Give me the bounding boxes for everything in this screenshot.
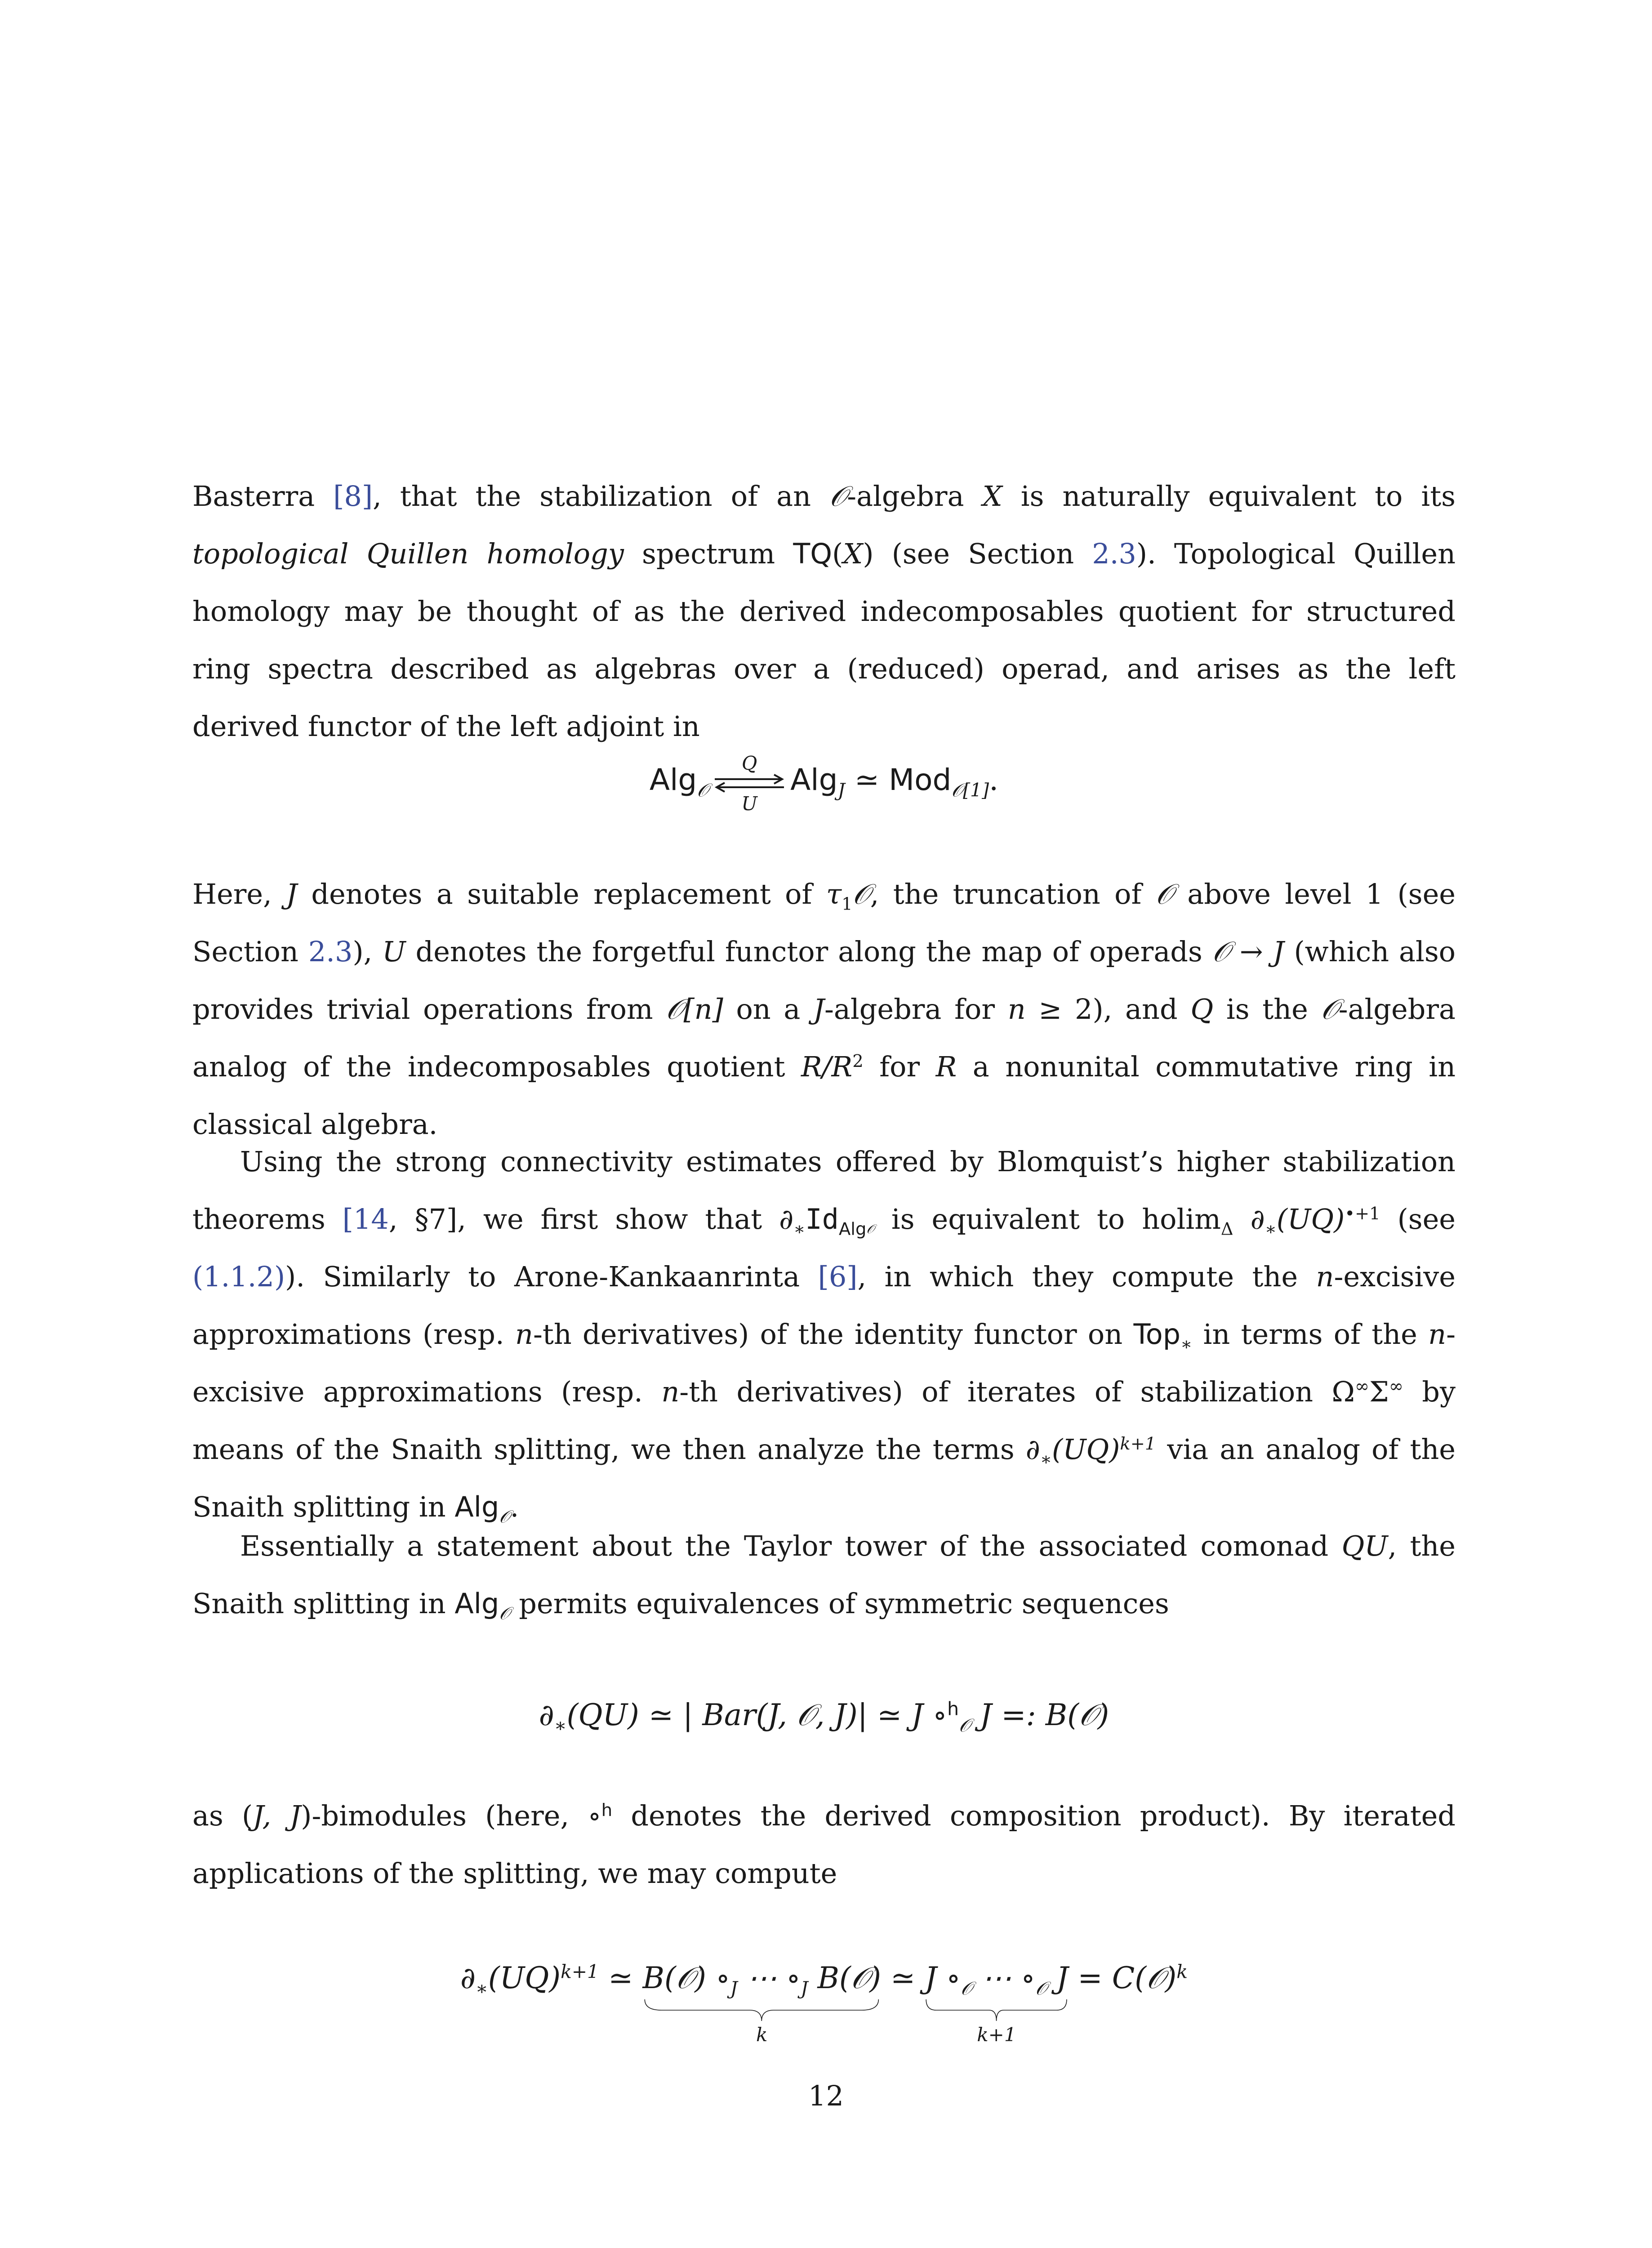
math-operator: Alg	[454, 1587, 499, 1620]
text: denotes the forgetful functor along the map of operads	[405, 935, 1212, 968]
section-link[interactable]: 2.3	[1092, 537, 1136, 570]
text: is equivalent to holim	[874, 1203, 1221, 1236]
math-subscript: 𝒪	[961, 1977, 972, 1999]
math-expression: ⋯ ∘	[972, 1961, 1036, 1995]
math-subscript: 1	[842, 894, 853, 914]
math-symbol: 𝒪	[1321, 993, 1339, 1026]
paragraph-4	[192, 1517, 1456, 1632]
math-subscript: 𝒪	[866, 1221, 874, 1236]
text: -excisive approximations (resp.	[192, 1318, 1456, 1408]
text: -algebra for	[824, 993, 1008, 1026]
text: above level 1 (see Section	[192, 878, 1456, 968]
text: , in which they compute the	[857, 1260, 1316, 1293]
math-superscript: k	[1176, 1961, 1188, 1983]
math-operator: TQ	[793, 537, 833, 570]
math-expression: (UQ)	[488, 1961, 561, 1995]
paragraph-2	[192, 865, 1456, 1153]
emphasis-text: topological Quillen homology	[192, 537, 624, 570]
math-symbol: X	[843, 537, 863, 570]
text: , §7]	[388, 1203, 458, 1236]
text: (see	[1380, 1203, 1456, 1236]
math-superscript: 2	[852, 1051, 864, 1071]
math-subscript: J	[837, 779, 845, 801]
math-superscript: h	[601, 1800, 613, 1820]
paragraph-5	[192, 1787, 1456, 1902]
text: via an analog of the Snaith splitting in	[192, 1433, 1456, 1523]
paragraph-3	[192, 1133, 1456, 1536]
text: ≥ 2), and	[1025, 993, 1191, 1026]
text: .	[510, 1490, 519, 1523]
math-expression: (QU) ≃ | Bar(J, 𝒪, J)| ≃ J ∘	[566, 1698, 948, 1732]
math-symbol: J	[813, 993, 824, 1026]
text: )-bimodules (here, ∘	[301, 1799, 601, 1832]
math-subscript: ∗	[554, 1714, 567, 1736]
text: denotes the derived composition product). By iterated applications of the splitting, we may compute	[192, 1799, 1456, 1890]
section-link[interactable]: 2.3	[308, 935, 353, 968]
text: -excisive approximations (resp.	[192, 1260, 1456, 1351]
citation-link[interactable]: [6]	[818, 1260, 858, 1293]
math-relation: ≃	[599, 1961, 643, 1995]
math-expression: QU	[1341, 1530, 1388, 1562]
math-operator: Alg	[649, 763, 697, 797]
math-subscript: J	[730, 1977, 738, 1999]
math-symbol: ∂	[779, 1203, 794, 1236]
math-symbol: 𝒪	[829, 480, 847, 513]
text: permits equivalences of symmetric sequences	[510, 1587, 1169, 1620]
text: is the	[1213, 993, 1321, 1026]
text: -th derivatives) of iterates of stabilization Ω	[679, 1375, 1355, 1408]
math-superscript: ∞	[1389, 1376, 1403, 1396]
text: a nonunital commutative ring in classical algebra.	[192, 1050, 1456, 1141]
math-subscript: ∗	[476, 1977, 488, 1999]
text: , we first show that	[457, 1203, 779, 1236]
math-expression: J ∘	[925, 1961, 961, 1995]
underbrace-icon	[642, 1997, 881, 2024]
text: , the truncation of	[870, 878, 1156, 910]
math-symbol: n	[1428, 1318, 1447, 1351]
text: , the Snaith splitting in	[192, 1530, 1456, 1620]
text: Using the strong connectivity estimates offered by Blomquist’s higher stabilization theorems	[192, 1145, 1456, 1236]
page-number: 12	[808, 2079, 844, 2112]
text: Here,	[192, 878, 286, 910]
text: -algebra	[847, 480, 983, 513]
math-operator: Id	[805, 1203, 839, 1236]
math-expression: 𝒪 → J	[1212, 935, 1284, 968]
math-operator: Alg	[454, 1490, 499, 1523]
text: (which also provides trivial operations from	[192, 935, 1456, 1026]
math-symbol: n	[515, 1318, 533, 1351]
math-symbol: ∂	[460, 1961, 476, 1995]
citation-link[interactable]: [8]	[333, 480, 373, 513]
math-operator: Alg	[790, 763, 838, 797]
math-superscript: •+1	[1345, 1203, 1380, 1224]
arrow-label-top: Q	[741, 752, 757, 774]
text: in terms of the	[1192, 1318, 1429, 1351]
math-expression: B(𝒪) ∘	[642, 1961, 730, 1995]
math-subscript: ∗	[1040, 1449, 1052, 1470]
text: -th derivatives) of the identity functor on	[533, 1318, 1134, 1351]
text: ) (see Section	[863, 537, 1092, 570]
math-expression: (UQ)	[1051, 1433, 1120, 1466]
math-subscript: 𝒪	[697, 779, 709, 801]
arrow-label-bottom: U	[741, 793, 757, 815]
math-expression: R/R	[801, 1050, 853, 1083]
equation-link[interactable]: (1.1.2)	[192, 1260, 285, 1293]
underbrace-label: k	[756, 2024, 768, 2046]
underbrace-icon	[925, 1997, 1068, 2024]
math-symbol: n	[1007, 993, 1026, 1026]
math-symbol: R	[935, 1050, 957, 1083]
text: Essentially a statement about the Taylor tower of the associated comonad	[240, 1530, 1342, 1562]
paragraph-1	[192, 468, 1456, 755]
text: for	[863, 1050, 936, 1083]
underbrace-group-2	[925, 1958, 1069, 2046]
math-symbol: 𝒪	[852, 878, 870, 910]
math-subscript: 𝒪	[959, 1714, 971, 1736]
text: .	[989, 763, 999, 797]
math-subscript: J	[801, 1977, 808, 1999]
math-subscript: 𝒪	[499, 1507, 510, 1527]
math-superscript: ∞	[1354, 1376, 1369, 1396]
math-superscript: k+1	[1120, 1433, 1156, 1454]
math-symbol: n	[661, 1375, 680, 1408]
underbrace-label: k+1	[977, 2024, 1016, 2046]
text: ),	[352, 935, 383, 968]
math-subscript: 𝒪	[1035, 1977, 1047, 1999]
math-expression: ⋯ ∘	[737, 1961, 801, 1995]
math-symbol: ∂	[539, 1698, 554, 1732]
math-expression: J =: B(𝒪)	[970, 1698, 1109, 1732]
math-operator: Top	[1133, 1318, 1181, 1351]
math-symbol: ∂	[1233, 1203, 1265, 1236]
math-operator: Mod	[889, 763, 952, 797]
math-symbol: n	[1316, 1260, 1334, 1293]
display-equation-3	[192, 1958, 1456, 2046]
text: ). Topological Quillen homology may be thought of as the derived indecomposables quotient for structured ring spectra described as algebras over a (reduced) operad, and arises as the left derived functor of the left adjoint in	[192, 537, 1456, 743]
math-expression: J	[1047, 1961, 1069, 1995]
math-subscript: 𝒪	[499, 1603, 510, 1624]
text: by means of the Snaith splitting, we then analyze the terms ∂	[192, 1375, 1456, 1466]
math-symbol: Q	[1190, 993, 1214, 1026]
math-expression: J, J	[253, 1799, 301, 1832]
math-expression: (UQ)	[1276, 1203, 1345, 1236]
math-superscript: h	[947, 1698, 959, 1720]
math-symbol: J	[286, 878, 298, 910]
math-symbol: Σ	[1369, 1375, 1389, 1408]
math-symbol: 𝒪	[1155, 878, 1173, 910]
math-subscript: Δ	[1220, 1219, 1233, 1240]
math-subscript: Alg	[838, 1219, 867, 1240]
text: spectrum	[623, 537, 793, 570]
math-relation: ≃	[845, 763, 889, 797]
text: (	[832, 537, 843, 570]
adjunction-arrows	[711, 752, 788, 815]
text: on a	[723, 993, 814, 1026]
math-expression: = C(𝒪)	[1068, 1961, 1177, 1995]
math-superscript: k+1	[561, 1961, 599, 1983]
math-subscript: ∗	[1265, 1219, 1277, 1240]
text: denotes a suitable replacement of	[297, 878, 826, 910]
display-equation-2	[192, 1695, 1456, 1735]
text: is naturally equivalent to its	[1002, 480, 1456, 513]
text: Basterra	[192, 480, 334, 513]
math-symbol: τ	[826, 878, 842, 910]
math-symbol: X	[982, 480, 1002, 513]
text: -algebra analog of the indecomposables quotient	[192, 993, 1456, 1083]
math-expression: B(𝒪)	[808, 1961, 882, 1995]
math-subscript: ∗	[1180, 1334, 1193, 1355]
text: , that the stabilization of an	[373, 480, 830, 513]
display-equation-1	[192, 752, 1456, 815]
math-subscript: ∗	[793, 1219, 806, 1240]
text: ). Similarly to Arone-Kankaanrinta	[285, 1260, 818, 1293]
math-relation: ≃	[881, 1961, 925, 1995]
text: as (	[192, 1799, 253, 1832]
math-subscript: 𝒪[1]	[951, 779, 989, 801]
citation-link[interactable]: [14	[342, 1203, 389, 1236]
math-symbol: U	[382, 935, 406, 968]
underbrace-group-1	[642, 1958, 882, 2046]
math-expression: 𝒪[n]	[666, 993, 723, 1026]
